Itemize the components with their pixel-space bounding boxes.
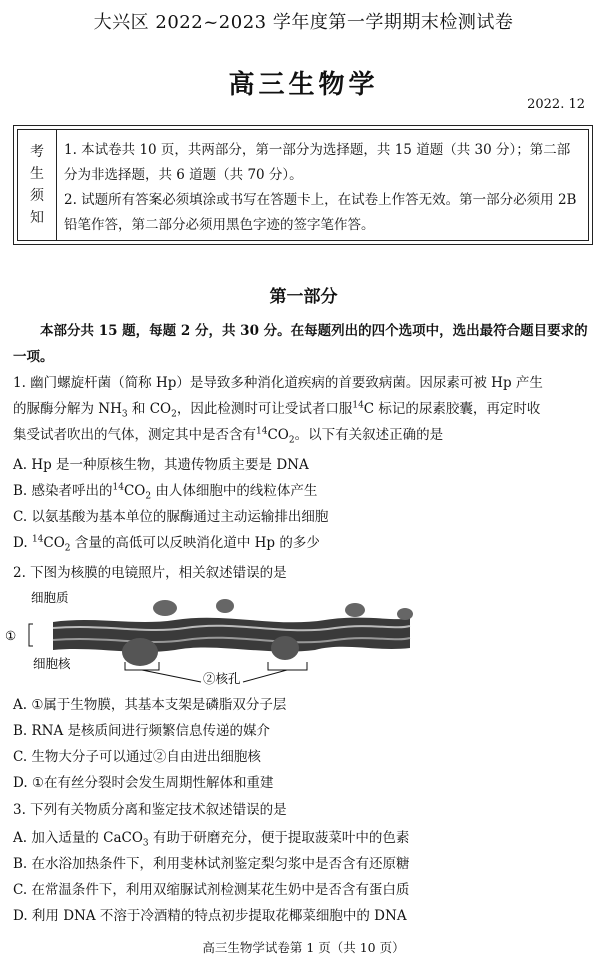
q2-option-c: C. 生物大分子可以通过②自由进出细胞核: [13, 749, 261, 765]
label-1: ①: [5, 628, 17, 643]
q2-option-b: B. RNA 是核质间进行频繁信息传递的媒介: [13, 723, 271, 739]
notice-item-1: 1. 本试卷共 10 页，共两部分，第一部分为选择题，共 15 道题（共 30 分）；第二部分为非选择题，共 6 道题（共 70 分）。: [64, 142, 571, 183]
q2-option-d: D. ①在有丝分裂时会发生周期性解体和重建: [13, 775, 274, 791]
notice-item-2: 2. 试题所有答案必须填涂或书写在答题卡上，在试卷上作答无效。第一部分必须用 2B 铅笔作答，第二部分必须用黑色字迹的签字笔作答。: [64, 192, 577, 233]
exam-title: 大兴区 2022~2023 学年度第一学期期末检测试卷: [93, 12, 514, 33]
q1-option-a: A. Hp 是一种原核生物，其遗传物质主要是 DNA: [13, 457, 309, 473]
q3-option-a: A. 加入适量的 CaCO$_3$ 有助于研磨充分，便于提取菠菜叶中的色素: [13, 830, 410, 849]
notice-label-char: 生: [30, 166, 44, 182]
exam-date: 2022. 12: [527, 97, 585, 112]
notice-label-char: 知: [30, 210, 44, 226]
q2-option-a: A. ①属于生物膜，其基本支架是磷脂双分子层: [13, 697, 287, 713]
section-title: 第一部分: [269, 287, 338, 307]
notice-label: [18, 130, 57, 240]
section-instruction: 本部分共 15 题，每题 2 分，共 30 分。在每题列出的四个选项中，选出最符合题目要求的一项。: [13, 323, 588, 365]
notice-label-char: 考: [30, 144, 44, 160]
q1-option-c: C. 以氨基酸为基本单位的脲酶通过主动运输排出细胞: [13, 509, 329, 525]
cytoplasm-label: 细胞质: [31, 590, 69, 605]
subject-title: 高三生物学: [228, 70, 379, 100]
q1-line-3: 集受试者吹出的气体，测定其中是否含有$^{14}CO_2$。以下有关叙述正确的是: [13, 426, 444, 446]
nuclear-membrane-micrograph: [5, 590, 445, 686]
q1-line-1: 1. 幽门螺旋杆菌（简称 Hp）是导致多种消化道疾病的首要致病菌。因尿素可被 Hp 产生: [13, 375, 543, 391]
page-footer: 高三生物学试卷第 1 页（共 10 页）: [202, 940, 405, 955]
q1-option-d: D. $^{14}CO_2$ 含量的高低可以反映消化道中 Hp 的多少: [13, 534, 320, 554]
q1-option-b: B. 感染者呼出的$^{14}CO_2$ 由人体细胞中的线粒体产生: [13, 482, 318, 502]
q3-stem: 3. 下列有关物质分离和鉴定技术叙述错误的是: [13, 802, 287, 818]
q2-stem: 2. 下图为核膜的电镜照片，相关叙述错误的是: [13, 565, 287, 581]
q3-option-b: B. 在水浴加热条件下，利用斐林试剂鉴定梨匀浆中是否含有还原糖: [13, 856, 410, 872]
notice-box: [13, 125, 593, 245]
notice-label-char: 须: [30, 188, 44, 204]
q3-option-d: D. 利用 DNA 不溶于冷酒精的特点初步提取花椰菜细胞中的 DNA: [13, 908, 407, 924]
q3-option-c: C. 在常温条件下，利用双缩脲试剂检测某花生奶中是否含有蛋白质: [13, 882, 410, 898]
q1-line-2: 的脲酶分解为 $NH_3$ 和 $CO_2$，因此检测时可让受试者口服$^{14}$C 标记的尿素胶囊，再定时收: [13, 400, 541, 420]
nucleus-label: 细胞核: [33, 656, 71, 671]
nuclear-pore-label: ②核孔: [203, 671, 241, 686]
